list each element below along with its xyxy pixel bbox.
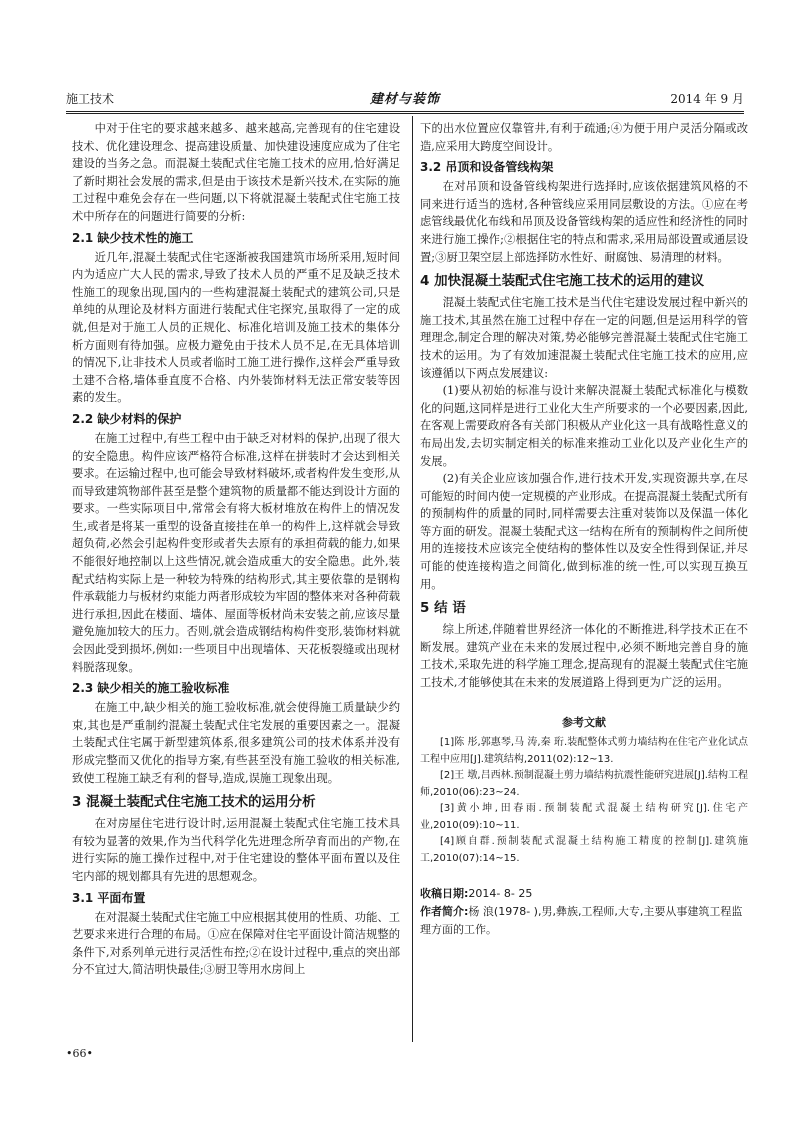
paragraph: (1)要从初始的标准与设计来解决混凝土装配式标准化与模数化的问题,这同样是进行工业化大生产所要求的一个必要因素,因此,在客观上需要政府各有关部门积极从产业化这一具有战略性意义的布局出发,去切实制定相关的标准来推动工业化以及产业化生产的发展。 [420,384,748,468]
received-value: 2014- 8- 25 [468,887,533,901]
paragraph: 混凝土装配式住宅施工技术是当代住宅建设发展过程中新兴的施工技术,其虽然在施工过程中存在一定的问题,但是运用科学的管理理念,制定合理的解决对策,势必能够完善混凝土装配式住宅施工技术的运用。为了有效加速混凝土装配式住宅施工技术的应用,应该遵循以下两点发展建议: [420,296,748,380]
left-column [72,120,400,979]
paragraph: (2)有关企业应该加强合作,进行技术开发,实现资源共享,在尽可能短的时间内使一定规模的产业形成。在提高混凝土装配式所有的预制构件的质量的同时,同样需要去注重对装饰以及保温一体化等方面的研发。混凝土装配式这一结构在所有的预制构件之间所使用的连接技术应该完全使结构的整体性以及安全性得到保证,并尽可能的使连接构造之间简化,做到标准的统一性,可以实现互换互用。 [420,472,748,591]
paragraph: 综上所述,伴随着世界经济一体化的不断推进,科学技术正在不断发展。建筑产业在未来的发展过程中,必须不断地完善自身的施工技术,采取先进的科学施工理念,提高现有的混凝土装配式住宅施工技术,才能够使其在未来的发展道路上得到更为广泛的运用。 [420,623,748,690]
paragraph: 下的出水位置应仅靠管井,有利于疏通;④为便于用户灵活分隔或改造,应采用大跨度空间设计。 [420,122,748,153]
paragraph: 在对吊顶和设备管线构架进行选择时,应该依据建筑风格的不同来进行适当的选材,各种管线应采用同层敷设的方法。①应在考虑管线最优化布线和吊顶及设备管线构架的适应性和经济性的同时来进行施工操作;②根据住宅的特点和需求,采用局部设置或通层设置;③厨卫架空层上部选择防水性好、耐腐蚀、易清理的材料。 [420,180,748,264]
received-date [420,885,748,903]
paragraph: 在对房屋住宅进行设计时,运用混凝土装配式住宅施工技术具有较为显著的效果,作为当代科学化先进理念所孕育而出的产物,在进行实际的施工操作过程中,对于住宅建设的整体平面布置以及住宅内部的规划都具有先进的思想观念。 [72,817,400,883]
paragraph: 近几年,混凝土装配式住宅逐渐被我国建筑市场所采用,短时间内为适应广大人民的需求,导致了技术人员的严重不足及缺乏技术性施工的现象出现,国内的一些构建混凝土装配式的建筑公司,只是单纯的从理论及材料方面进行装配式住宅探究,虽取得了一定的成就,但是对于施工人员的正规化、标准化培训及施工技术的集体分析方面则有待加强。应极力避免由于技术人员不足,在无具体培训的情况下,让非技术人员或者临时工施工进行操作,这样会严重导致土建不合格,墙体垂直度不合格、内外装饰材料无法正常安装等因素的发生。 [72,250,400,405]
paragraph: 在对混凝土装配式住宅施工中应根据其使用的性质、功能、工艺要求来进行合理的布局。①应在保障对住宅平面设计简洁规整的条件下,对系列单元进行灵活性布控;②在设计过程中,重点的突出部分不宜过大,简洁明快最佳;③厨卫等用水房间上 [72,910,400,977]
author-value: 杨 浪(1978- ),男,彝族,工程师,大专,主要从事建筑工程监理方面的工作。 [420,905,743,937]
section-label: 施工技术 [66,92,115,106]
reference-item: [3]黄小坤,田春雨.预制装配式混凝土结构研究[J].住宅产业,2010(09):10~11. [420,803,748,831]
paragraph: 中对于住宅的要求越来越多、越来越高,完善现有的住宅建设技术、优化建设理念、提高建设质量、加快建设速度应成为了住宅建设的当务之急。而混凝土装配式住宅施工技术的应用,恰好满足了新时期社会发展的需求,但是由于该技术是新兴技术,在实际的施工过程中难免会存在一些问题,以下将就混凝土装配式住宅施工技术中所存在的问题进行简要的分析: [72,122,400,223]
page-number: •66• [66,1047,93,1060]
section-heading: 3.1 平面布置 [72,890,146,905]
reference-item: [2]王 墩,吕西林.预制混凝土剪力墙结构抗震性能研究进展[J].结构工程师,2010(06):23~24. [420,770,748,798]
reference-item: [4]顾自群.预制装配式混凝土结构施工精度的控制[J].建筑施工,2010(07):14~15. [420,836,748,864]
issue-date: 2014 年 9 月 [670,92,744,106]
author-label: 作者简介: [420,905,469,919]
page-header [66,88,744,110]
chapter-heading: 4 加快混凝土装配式住宅施工技术的运用的建议 [420,273,705,290]
section-heading: 3.2 吊顶和设备管线构架 [420,160,554,175]
paragraph: 在施工中,缺少相关的施工验收标准,就会使得施工质量缺少约束,其也是严重制约混凝土装配式住宅发展的重要因素之一。混凝土装配式住宅属于新型建筑体系,很多建筑公司的技术体系并没有形成完整而又优化的指导方案,有些甚至没有施工验收的相关标准,致使工程施工缺乏有利的督导,造成,误施工现象出现。 [72,701,400,785]
column-divider [412,116,413,1042]
author-bio [420,903,748,939]
section-heading: 2.2 缺少材料的保护 [72,411,182,426]
chapter-heading: 3 混凝土装配式住宅施工技术的运用分析 [72,794,316,811]
received-label: 收稿日期: [420,887,469,901]
header-rule-secondary [66,113,744,114]
reference-item: [1]陈 彤,郭惠琴,马 涛,秦 珩.装配整体式剪力墙结构在住宅产业化试点工程中应用[J].建筑结构,2011(02):12~13. [420,737,748,765]
section-heading: 2.3 缺少相关的施工验收标准 [72,681,230,696]
header-rule [66,111,744,112]
paragraph: 在施工过程中,有些工程中由于缺乏对材料的保护,出现了很大的安全隐患。构件应该严格符合标准,这样在拼装时才会达到相关要求。在运输过程中,也可能会导致材料破坏,或者构件发生变形,从而导致建筑物部件甚至是整个建筑物的质量都不能达到设计方面的要求。一些实际项目中,常常会有将大板材堆放在构件上的情况发生,或者是将某一重型的设备直接挂在单一的构件上,这样就会导致超负荷,必然会引起构件变形或者失去原有的承担荷载的能力,如果不能很好地控制以上这些情况,就会造成重大的安全隐患。此外,装配式结构实际上是一种较为特殊的结构形式,其主要依靠的是钢构件承载能力与板材约束能力两者形成较为牢固的整体来对各种荷载进行承担,因此在楼面、墙体、屋面等板材尚未安装之前,应该尽量避免施加较大的压力。否则,就会造成钢结构构件变形,装饰材料就会因此受到损坏,例如:一些项目中出现墙体、天花板裂缝或出现材料脱落现象。 [72,431,400,674]
right-column [420,120,748,939]
journal-logo: 建材与装饰 [369,92,440,107]
chapter-heading: 5 结 语 [420,600,466,617]
section-heading: 2.1 缺少技术性的施工 [72,230,194,245]
references-title: 参考文献 [562,715,606,729]
